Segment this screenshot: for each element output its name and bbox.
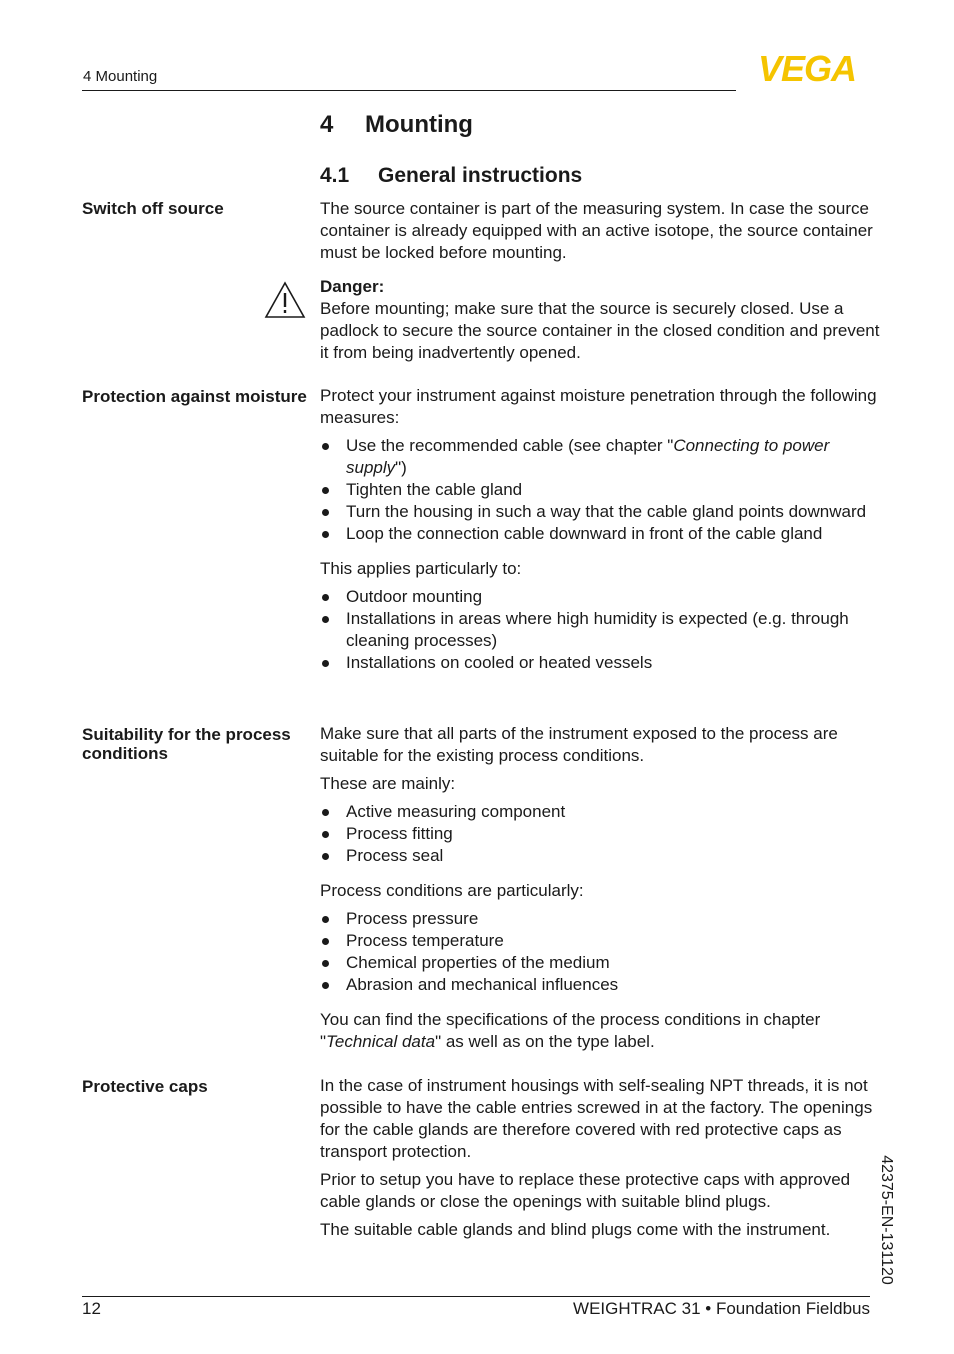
section-title: General instructions bbox=[378, 164, 583, 187]
technical-data-reference: Technical data bbox=[326, 1032, 436, 1051]
list-item: Installations in areas where high humidity is expected (e.g. through cleaning processes) bbox=[320, 608, 880, 652]
mainly-list bbox=[320, 801, 880, 867]
list-item: Installations on cooled or heated vessels bbox=[320, 652, 880, 674]
page-number: 12 bbox=[82, 1299, 101, 1318]
list-item: Use the recommended cable (see chapter "Connecting to power supply") bbox=[320, 435, 880, 479]
caps-paragraph-1: In the case of instrument housings with self-sealing NPT threads, it is not possible to have the cable entries screwed in at the factory. The openings for the cable glands are therefore covered with red protective caps as transport protection. bbox=[320, 1076, 873, 1161]
header-rule bbox=[82, 90, 736, 91]
chapter-title: Mounting bbox=[365, 111, 473, 138]
vega-logo bbox=[741, 52, 873, 84]
list-item: Process temperature bbox=[320, 930, 880, 952]
logo-text: VEGA bbox=[757, 52, 857, 84]
applies-list bbox=[320, 586, 880, 674]
document-number: 42375-EN-131120 bbox=[878, 1155, 895, 1285]
warning-triangle-icon bbox=[264, 281, 306, 319]
list-item: Tighten the cable gland bbox=[320, 479, 880, 501]
conditions-list bbox=[320, 908, 880, 996]
moisture-section bbox=[320, 385, 880, 674]
moisture-intro: Protect your instrument against moisture penetration through the following measures: bbox=[320, 386, 877, 427]
section-number: 4.1 bbox=[320, 164, 350, 187]
caps-paragraph-2: Prior to setup you have to replace these protective caps with approved cable glands or close the openings with suitable blind plugs. bbox=[320, 1170, 851, 1211]
footer-title: WEIGHTRAC 31 • Foundation Fieldbus bbox=[573, 1299, 870, 1318]
applies-intro: This applies particularly to: bbox=[320, 559, 522, 578]
side-label-caps: Protective caps bbox=[82, 1077, 208, 1096]
caps-section bbox=[320, 1075, 880, 1247]
chapter-number: 4 bbox=[320, 111, 334, 138]
switch-off-paragraph: The source container is part of the measuring system. In case the source container is already equipped with an active isotope, the source container must be locked before mounting. bbox=[320, 199, 873, 262]
list-item: Loop the connection cable downward in front of the cable gland bbox=[320, 523, 880, 545]
danger-text: Before mounting; make sure that the source is securely closed. Use a padlock to secure the source container in the closed condition and prevent it from being inadvertently opened. bbox=[320, 299, 880, 362]
caps-paragraph-3: The suitable cable glands and blind plugs come with the instrument. bbox=[320, 1220, 831, 1239]
spec-reference: You can find the specifications of the process conditions in chapter "Technical data" as well as on the type label. bbox=[320, 1010, 821, 1051]
footer-rule bbox=[82, 1296, 870, 1297]
list-item: Active measuring component bbox=[320, 801, 880, 823]
list-item: Abrasion and mechanical influences bbox=[320, 974, 880, 996]
danger-notice bbox=[320, 276, 880, 370]
moisture-measures-list bbox=[320, 435, 880, 545]
list-item: Chemical properties of the medium bbox=[320, 952, 880, 974]
section-heading bbox=[320, 164, 582, 188]
mainly-intro: These are mainly: bbox=[320, 774, 456, 793]
list-item: Process fitting bbox=[320, 823, 880, 845]
suitability-intro: Make sure that all parts of the instrument exposed to the process are suitable for the existing process conditions. bbox=[320, 724, 838, 765]
list-item: Outdoor mounting bbox=[320, 586, 880, 608]
running-header: 4 Mounting bbox=[83, 68, 158, 85]
side-label-moisture: Protection against moisture bbox=[82, 387, 307, 406]
list-item: Turn the housing in such a way that the cable gland points downward bbox=[320, 501, 880, 523]
switch-off-text bbox=[320, 198, 880, 270]
chapter-reference: Connecting to power supply bbox=[346, 436, 830, 477]
side-label-switch-off: Switch off source bbox=[82, 199, 224, 218]
list-item: Process seal bbox=[320, 845, 880, 867]
conditions-intro: Process conditions are particularly: bbox=[320, 881, 584, 900]
suitability-section bbox=[320, 723, 880, 1059]
side-label-suitability: Suitability for the process conditions bbox=[82, 725, 291, 763]
list-item: Process pressure bbox=[320, 908, 880, 930]
chapter-heading bbox=[320, 111, 473, 139]
danger-title: Danger: bbox=[320, 277, 385, 296]
